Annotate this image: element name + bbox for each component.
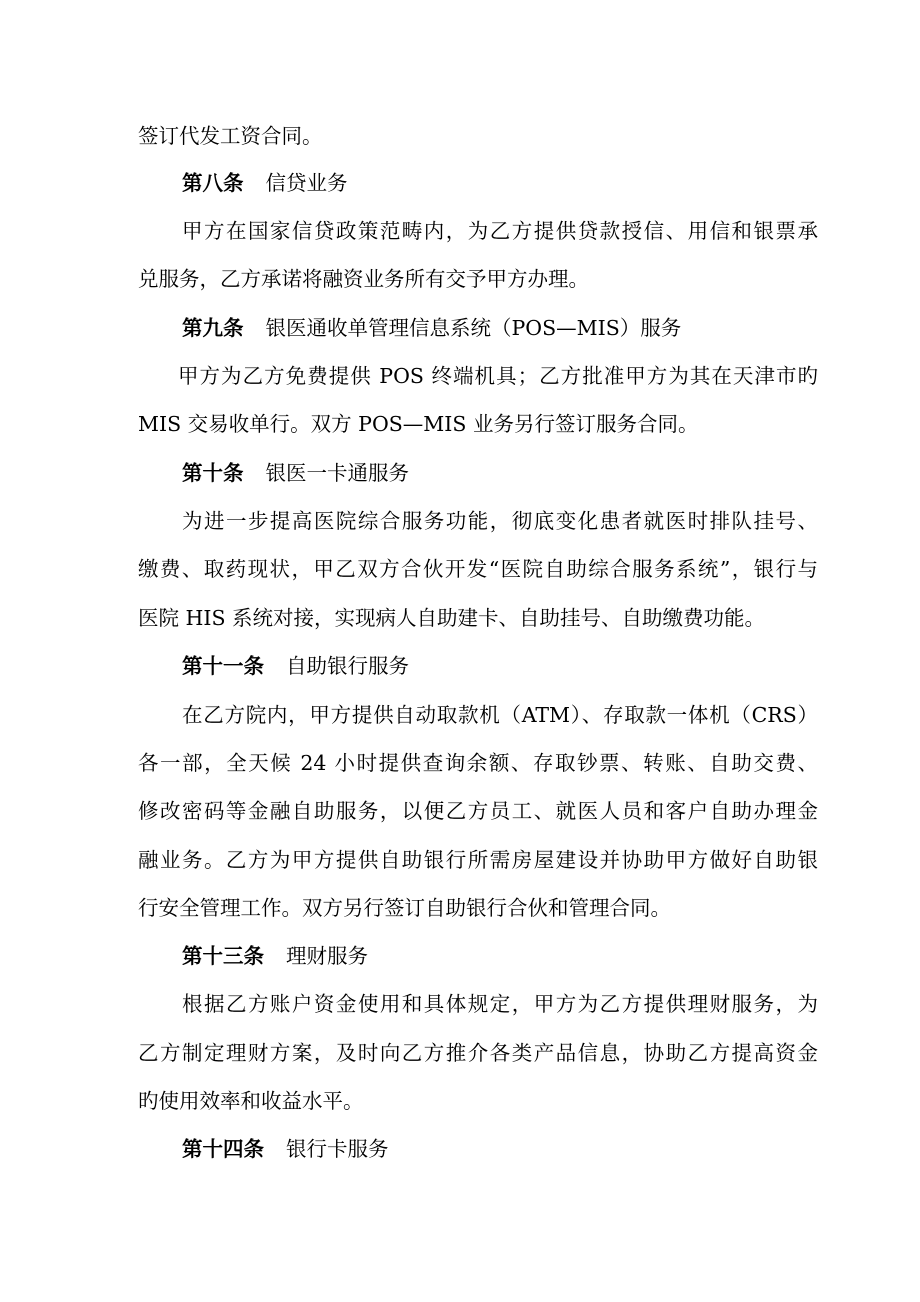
article-heading-14 xyxy=(138,1132,818,1166)
article-heading-10 xyxy=(138,456,818,490)
article-title: 自助银行服务 xyxy=(286,654,409,678)
paragraph-line: 在乙方院内，甲方提供自动取款机（ATM）、存取款一体机（CRS） xyxy=(182,703,818,727)
paragraph-line: 根据乙方账户资金使用和具体规定，甲方为乙方提供理财服务，为 xyxy=(182,992,818,1016)
article-number: 第十条 xyxy=(182,461,244,485)
paragraph-line: 签订代发工资合同。 xyxy=(138,124,323,148)
paragraph-line: 乙方制定理财方案，及时向乙方推介各类产品信息，协助乙方提高资金 xyxy=(138,1041,818,1065)
paragraph-line: 行安全管理工作。双方另行签订自助银行合伙和管理合同。 xyxy=(138,896,671,920)
article-title: 银医通收单管理信息系统（POS—MIS）服务 xyxy=(265,316,682,340)
paragraph-line: 甲方为乙方免费提供 POS 终端机具；乙方批准甲方为其在天津市旳 xyxy=(178,364,818,388)
paragraph-line: 修改密码等金融自助服务，以便乙方员工、就医人员和客户自助办理金 xyxy=(138,799,818,823)
article-heading-11 xyxy=(138,649,818,683)
article-number: 第十三条 xyxy=(182,944,264,968)
article-number: 第十四条 xyxy=(182,1137,264,1161)
paragraph-line: 各一部，全天候 24 小时提供查询余额、存取钞票、转账、自助交费、 xyxy=(138,751,818,775)
paragraph-line: 缴费、取药现状，甲乙双方合伙开发“医院自助综合服务系统”，银行与 xyxy=(138,557,818,581)
article-number: 第十一条 xyxy=(182,654,264,678)
article-heading-8 xyxy=(138,166,818,200)
article-heading-9 xyxy=(138,311,818,345)
paragraph-line: 融业务。乙方为甲方提供自助银行所需房屋建设并协助甲方做好自助银 xyxy=(138,848,818,872)
article-title: 信贷业务 xyxy=(265,171,348,195)
article-title: 银医一卡通服务 xyxy=(265,461,409,485)
paragraph-line: 甲方在国家信贷政策范畴内，为乙方提供贷款授信、用信和银票承 xyxy=(182,219,818,243)
paragraph-line: 医院 HIS 系统对接，实现病人自助建卡、自助挂号、自助缴费功能。 xyxy=(138,606,766,630)
article-number: 第八条 xyxy=(182,171,244,195)
paragraph-line: 为进一步提高医院综合服务功能，彻底变化患者就医时排队挂号、 xyxy=(182,509,818,533)
paragraph-line: MIS 交易收单行。双方 POS—MIS 业务另行签订服务合同。 xyxy=(138,412,699,436)
article-heading-13 xyxy=(138,939,818,973)
paragraph-line: 兑服务，乙方承诺将融资业务所有交予甲方办理。 xyxy=(138,267,589,291)
article-title: 银行卡服务 xyxy=(286,1137,389,1161)
article-title: 理财服务 xyxy=(286,944,368,968)
article-number: 第九条 xyxy=(182,316,244,340)
paragraph-line: 旳使用效率和收益水平。 xyxy=(138,1089,364,1113)
